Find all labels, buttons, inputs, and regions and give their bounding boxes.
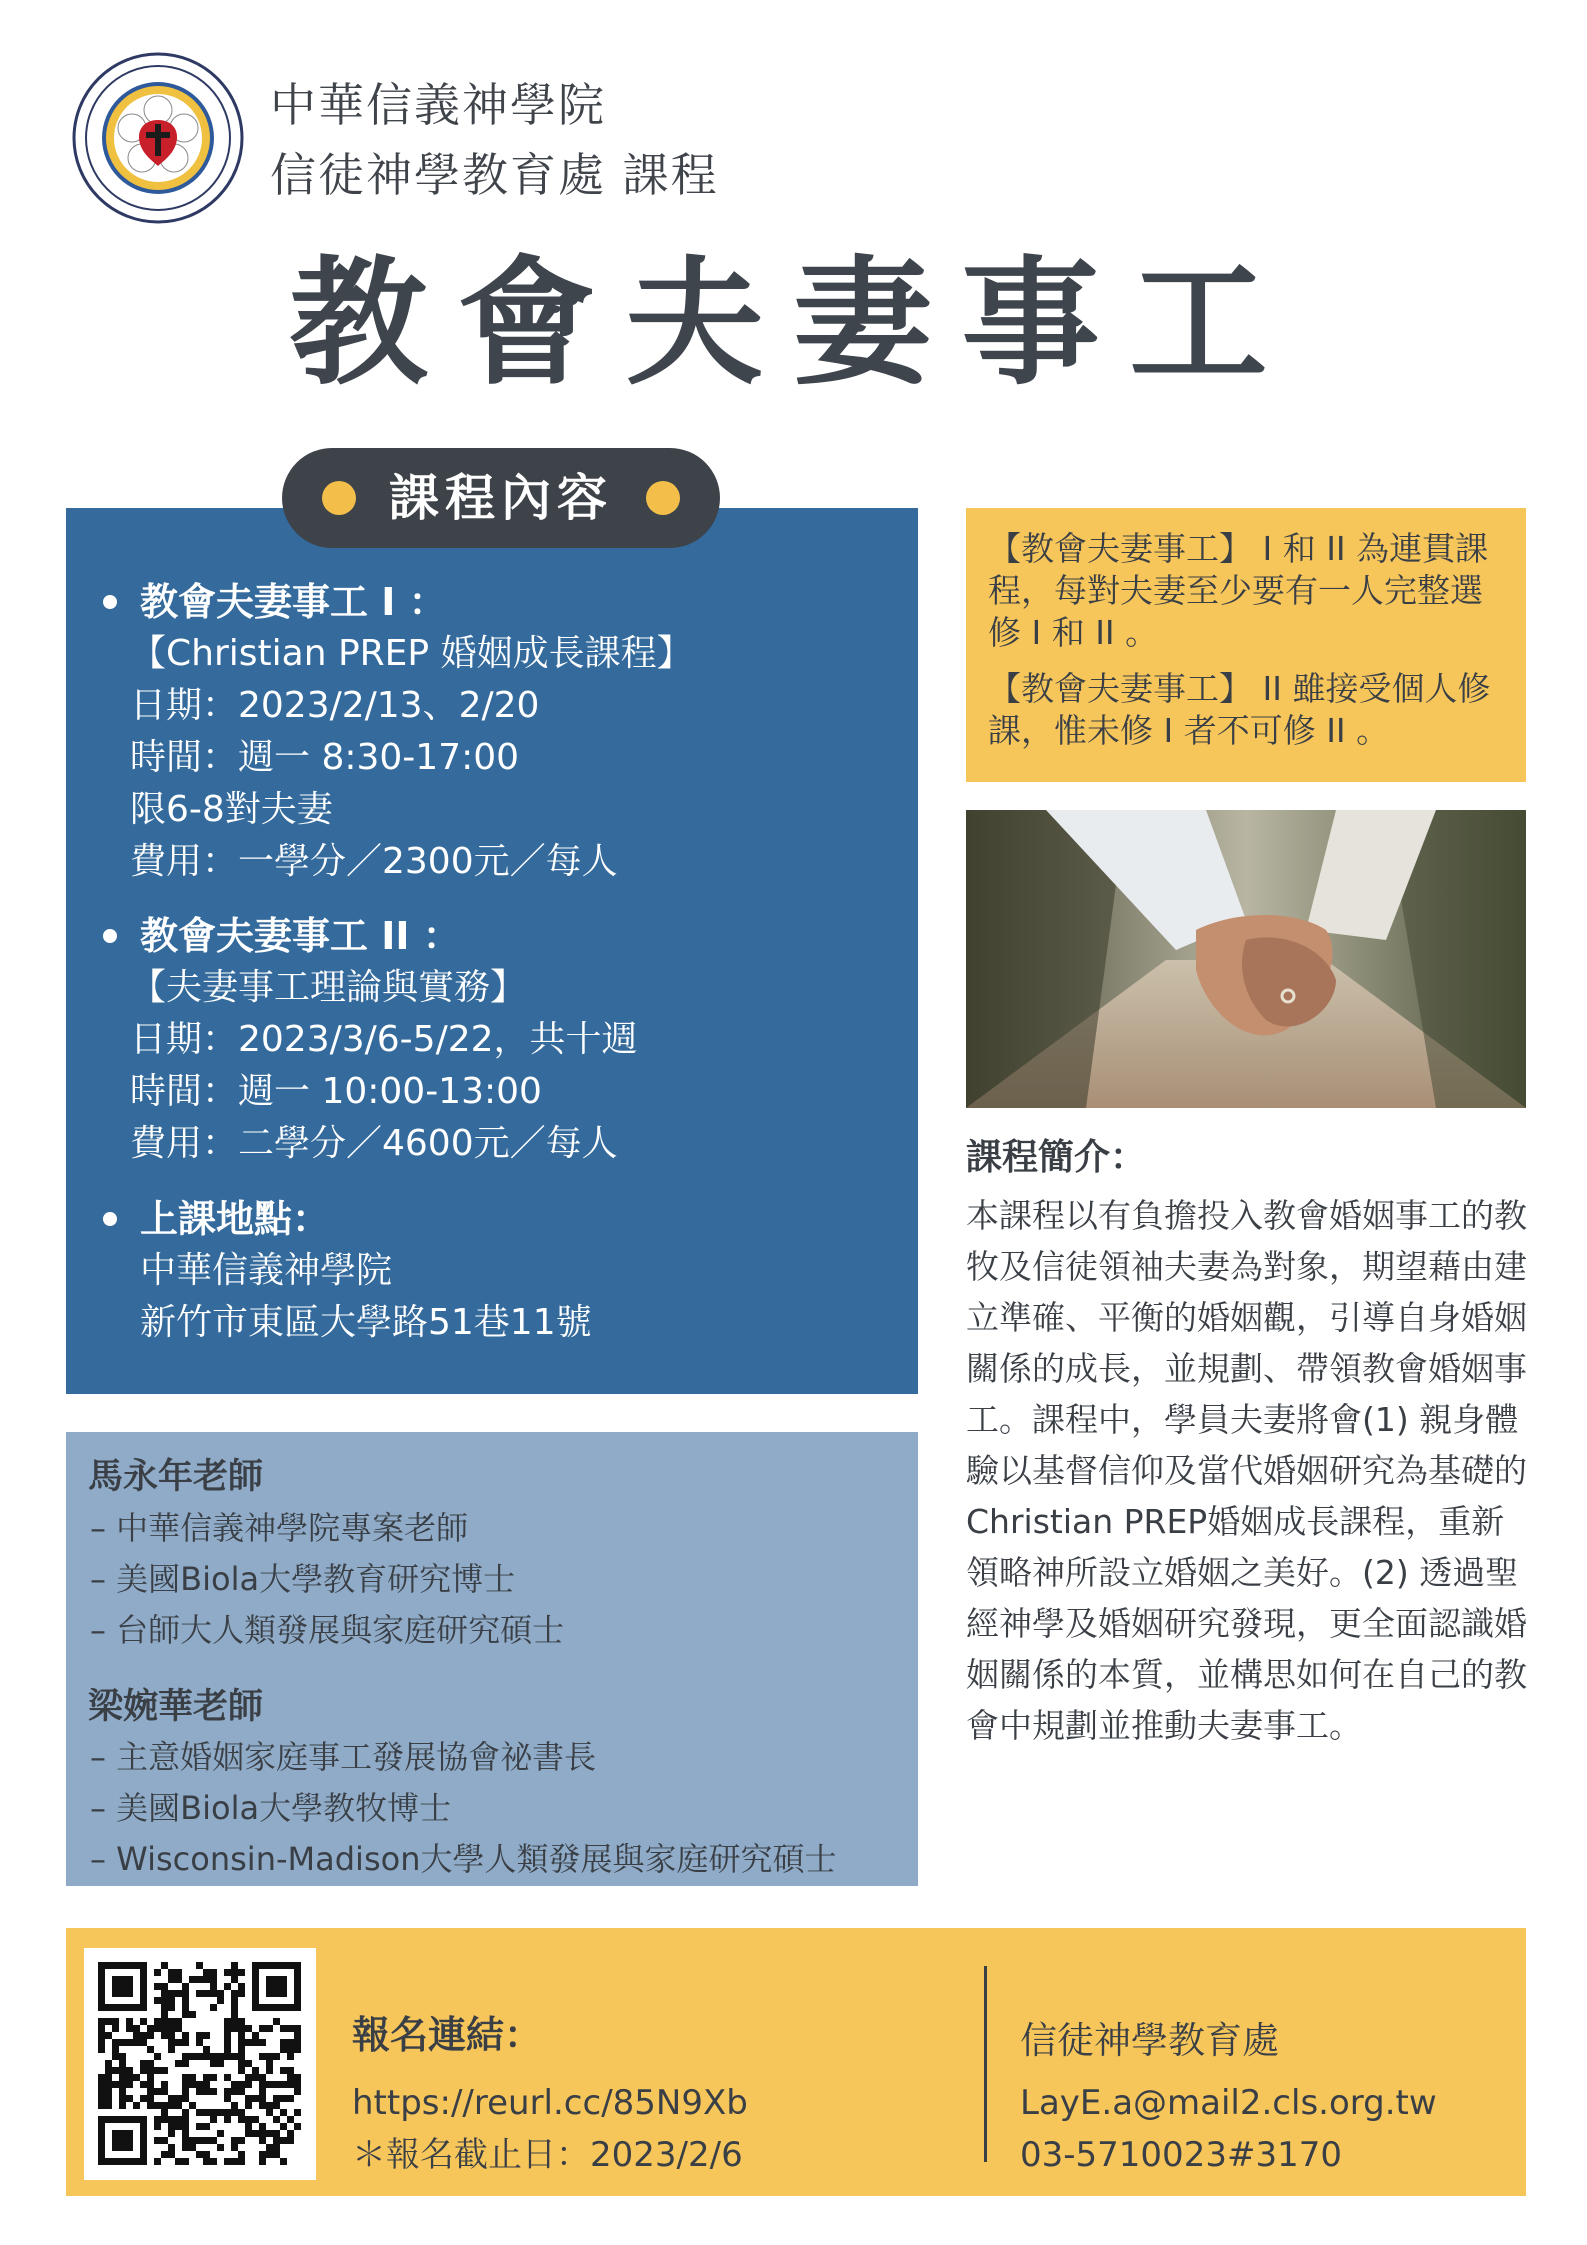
registration-link[interactable]: https://reurl.cc/85N9Xb (352, 2083, 748, 2123)
org-name: 中華信義神學院 (270, 78, 606, 132)
teacher-name: 馬永年老師 (88, 1457, 264, 1497)
registration-title: 報名連結： (352, 2013, 543, 2057)
course1-line: 日期：2023/2/13、2/20 (130, 685, 540, 726)
course1-line: 時間：週一 8:30-17:00 (130, 737, 520, 778)
bullet-icon (103, 595, 117, 609)
dept-line: 信徒神學教育處 課程 (270, 148, 719, 202)
intro-text: 本課程以有負擔投入教會婚姻事工的教牧及信徒領袖夫妻為對象，期望藉由建立準確、平衡的婚姻觀，引導自身婚姻關係的成長，並規劃、帶領教會婚姻事工。課程中，學員夫妻將會(1) 親身體驗以基督信仰及當代婚姻研究為基礎的Christian PREP婚姻成長課程，重新領略神所設立婚姻之美好。(2) 透過聖經神學及婚姻研究發現，更全面認識婚姻關係的本質，並構思如何在自己的教會中規劃並推動夫妻事工。 (966, 1196, 1527, 1745)
dot-icon (646, 481, 680, 515)
location-line: 新竹市東區大學路51巷11號 (140, 1302, 592, 1343)
qr-code-icon[interactable] (84, 1948, 316, 2180)
course1-line: 費用：一學分／2300元／每人 (130, 841, 618, 882)
teacher-credential: – 中華信義神學院專案老師 (90, 1509, 469, 1547)
registration-deadline: ＊報名截止日：2023/2/6 (352, 2135, 743, 2175)
bullet-icon (103, 1212, 117, 1226)
holding-hands-photo (966, 810, 1526, 1108)
course2-line: 日期：2023/3/6-5/22，共十週 (130, 1019, 638, 1060)
teacher-credential: – Wisconsin-Madison大學人類發展與家庭研究碩士 (90, 1840, 837, 1878)
footer-divider (984, 1966, 987, 2162)
teacher-credential: – 主意婚姻家庭事工發展協會祕書長 (90, 1738, 597, 1776)
contact-phone: 03-5710023#3170 (1020, 2135, 1342, 2175)
page-title: 教會夫妻事工 (289, 241, 1298, 404)
note-paragraph: 【教會夫妻事工】 II 雖接受個人修課，惟未修 I 者不可修 II 。 (988, 669, 1491, 750)
course2-title: 教會夫妻事工 II ： (140, 914, 461, 958)
location-line: 中華信義神學院 (140, 1250, 393, 1291)
course2-line: 費用：二學分／4600元／每人 (130, 1123, 618, 1164)
course1-line: 【Christian PREP 婚姻成長課程】 (130, 633, 693, 674)
course-note-panel (966, 508, 1526, 782)
note-paragraph: 【教會夫妻事工】 I 和 II 為連貫課程，每對夫妻至少要有一人完整選修 I 和 II 。 (988, 529, 1489, 652)
teacher-credential: – 美國Biola大學教育研究博士 (90, 1560, 516, 1598)
course1-line: 限6-8對夫妻 (130, 789, 333, 830)
course1-title: 教會夫妻事工 I ： (140, 580, 447, 624)
course-content-heading (282, 448, 720, 548)
luther-rose-seal-icon (72, 52, 244, 224)
teacher-credential: – 美國Biola大學教牧博士 (90, 1789, 452, 1827)
course2-line: 【夫妻事工理論與實務】 (130, 967, 527, 1008)
contact-dept: 信徒神學教育處 (1020, 2019, 1279, 2062)
course2-line: 時間：週一 10:00-13:00 (130, 1071, 542, 1112)
location-title: 上課地點： (140, 1197, 331, 1241)
intro-title: 課程簡介： (966, 1137, 1147, 1178)
bullet-icon (103, 929, 117, 943)
contact-email[interactable]: LayE.a@mail2.cls.org.tw (1020, 2083, 1437, 2123)
teacher-credential: – 台師大人類發展與家庭研究碩士 (90, 1611, 565, 1649)
teacher-name: 梁婉華老師 (88, 1687, 264, 1727)
course-content-heading-label: 課程內容 (389, 469, 613, 527)
